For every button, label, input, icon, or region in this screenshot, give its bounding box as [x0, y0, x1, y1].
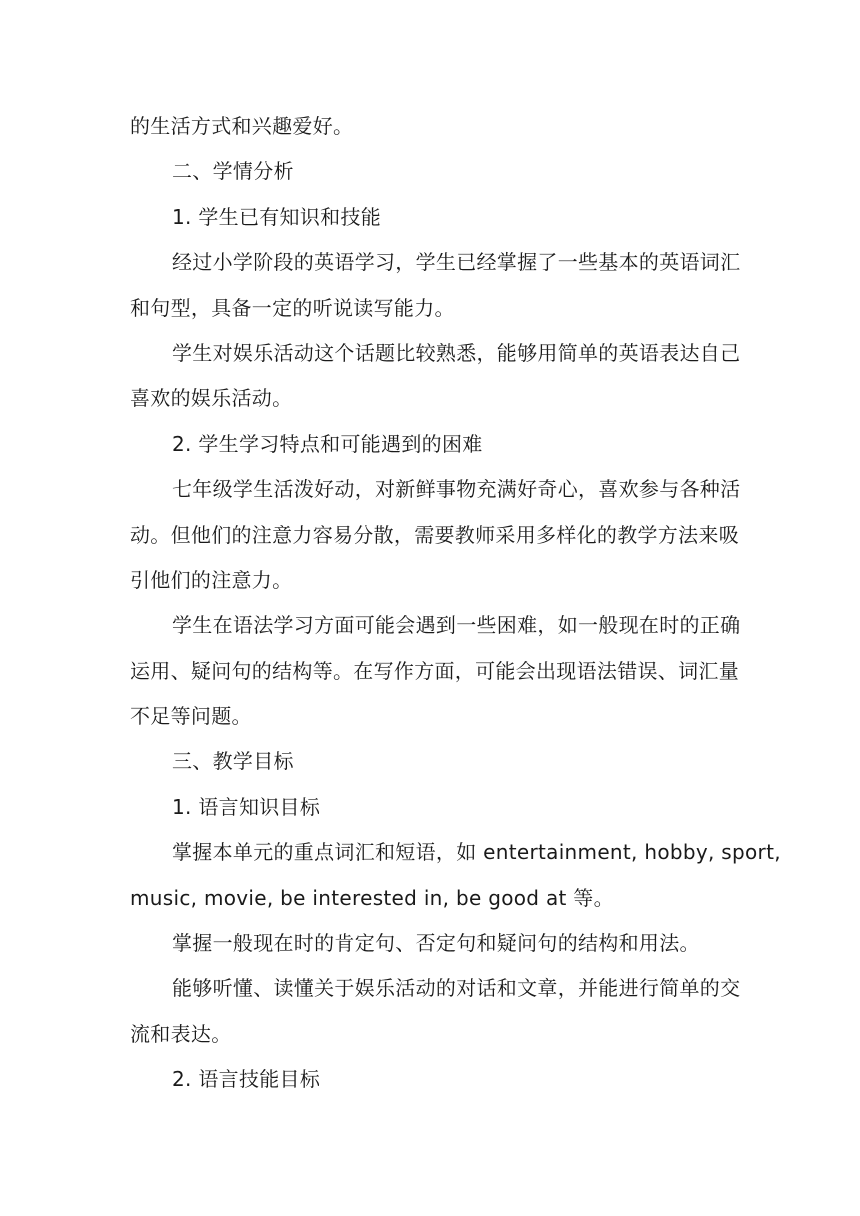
paragraph-line: music, movie, be interested in, be good at 等。 [130, 886, 614, 910]
paragraph-line: 运用、疑问句的结构等。在写作方面，可能会出现语法错误、词汇量 [130, 659, 739, 683]
paragraph-line: 动。但他们的注意力容易分散，需要教师采用多样化的教学方法来吸 [130, 523, 739, 547]
paragraph-line: 掌握本单元的重点词汇和短语，如 entertainment, hobby, sport, [172, 840, 781, 864]
paragraph-line: 学生对娱乐活动这个话题比较熟悉，能够用简单的英语表达自己 [172, 341, 741, 365]
paragraph-line: 七年级学生活泼好动，对新鲜事物充满好奇心，喜欢参与各种活 [172, 477, 741, 501]
paragraph-line: 学生在语法学习方面可能会遇到一些困难，如一般现在时的正确 [172, 613, 741, 637]
paragraph-line: 流和表达。 [130, 1022, 232, 1046]
subsection-heading: 1. 学生已有知识和技能 [172, 205, 382, 229]
section-heading: 三、教学目标 [172, 749, 294, 773]
paragraph-line: 的生活方式和兴趣爱好。 [130, 114, 354, 138]
paragraph-line: 能够听懂、读懂关于娱乐活动的对话和文章，并能进行简单的交 [172, 976, 741, 1000]
paragraph-line: 喜欢的娱乐活动。 [130, 386, 293, 410]
section-heading: 二、学情分析 [172, 159, 294, 183]
subsection-heading: 2. 学生学习特点和可能遇到的困难 [172, 432, 483, 456]
paragraph-line: 经过小学阶段的英语学习，学生已经掌握了一些基本的英语词汇 [172, 250, 741, 274]
paragraph-line: 引他们的注意力。 [130, 568, 293, 592]
subsection-heading: 1. 语言知识目标 [172, 795, 321, 819]
paragraph-line: 掌握一般现在时的肯定句、否定句和疑问句的结构和用法。 [172, 931, 700, 955]
subsection-heading: 2. 语言技能目标 [172, 1067, 321, 1091]
paragraph-line: 不足等问题。 [130, 704, 252, 728]
paragraph-line: 和句型，具备一定的听说读写能力。 [130, 296, 455, 320]
